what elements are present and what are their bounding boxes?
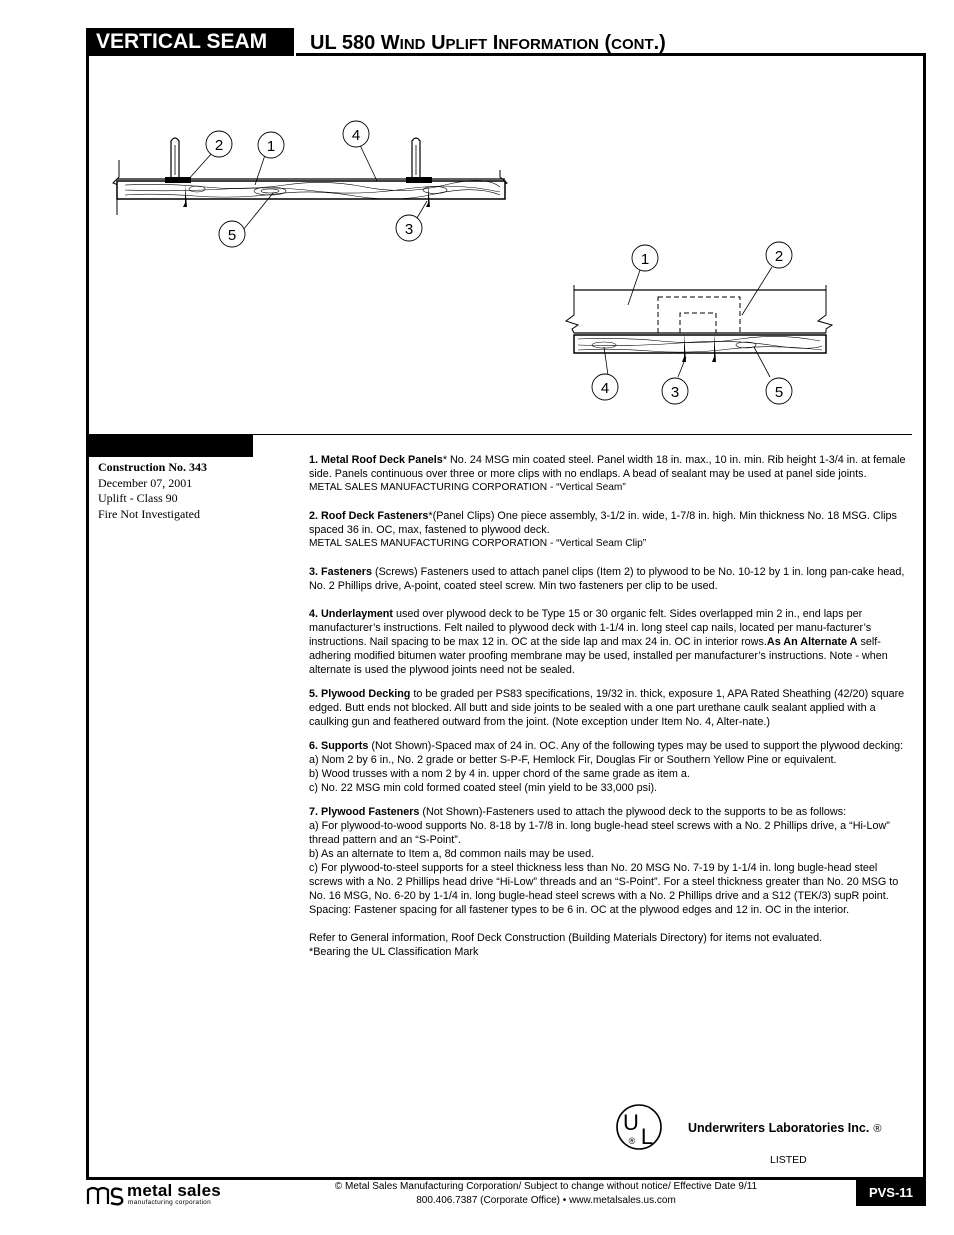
item-5 — [309, 687, 911, 729]
item-2-manufacturer: METAL SALES MANUFACTURING CORPORATION - “Vertical Seam Clip” — [309, 538, 647, 549]
item-5-text: to be graded per PS83 specifications, 19/32 in. thick, exposure 1, APA Rated Sheathing (42/20) square edged. Butt ends not blocked. All butt and side joints to be sealed with a one part urethane caulk sealant applied with a caulking gun and feathered outward from the joint. (Note exception under Item No. 4, Alter-nate.) — [309, 688, 905, 728]
item-4-title: 4. Underlayment — [309, 608, 394, 620]
title-i-rest: NFORMATION — [498, 36, 599, 53]
page-title — [296, 28, 926, 56]
construction-info — [98, 460, 278, 522]
item-7-text: (Not Shown)-Fasteners used to attach the plywood deck to the supports to be as follows: — [419, 806, 847, 818]
svg-text:1: 1 — [266, 138, 276, 155]
item-2-title: 2. Roof Deck Fasteners — [309, 510, 429, 522]
item-7-spacing: Spacing: Fastener spacing for all fastener types to be 6 in. OC at the plywood edges and 12 in. OC in the interior. — [309, 904, 850, 916]
footer-line-2: 800.406.7387 (Corporate Office) • www.metalsales.us.com — [416, 1195, 676, 1206]
ul-name-text: Underwriters Laboratories Inc. — [688, 1121, 870, 1135]
drawing-section-2 — [560, 235, 850, 410]
callout-4 — [343, 121, 369, 147]
svg-text:2: 2 — [214, 137, 224, 154]
title-cont: CONT — [611, 36, 654, 53]
ms-logo-name: metal sales — [127, 1181, 221, 1200]
svg-text:5: 5 — [774, 384, 784, 401]
callout-1 — [258, 132, 284, 158]
metal-sales-logo — [86, 1183, 246, 1207]
construction-date: December 07, 2001 — [98, 475, 193, 490]
item-1-text: * No. 24 MSG min coated steel. Panel width 18 in. max., 10 in. min. Rib height 1-3/4 in. at female side. Panels continuous over three or more clips with no endlaps. A bead of sealant may be used at panel side joints. — [309, 454, 906, 480]
callout-4 — [592, 374, 618, 400]
item-4-text-2: self-adhering modified bitumen water proofing membrane may be used, installed per manufacturer’s instructions. Note - when alternate is used the plywood joints need not be sealed. — [309, 636, 888, 676]
construction-uplift: Uplift - Class 90 — [98, 491, 178, 505]
svg-text:3: 3 — [670, 384, 680, 401]
refer-note: Refer to General information, Roof Deck Construction (Building Materials Directory) for items not evaluated. — [309, 932, 823, 944]
callout-2 — [766, 242, 792, 268]
footer-text — [300, 1180, 792, 1208]
item-1 — [309, 453, 911, 495]
items-list — [309, 453, 911, 959]
item-4-alternate: As An Alternate A — [766, 636, 858, 648]
callout-1 — [632, 245, 658, 271]
item-2 — [309, 509, 911, 551]
title-i: I — [492, 32, 499, 54]
item-4-text: used over plywood deck to be Type 15 or 30 organic felt. Sides overlapped min 2 in., end laps per manufacturer’s instructions. Felt nailed to plywood deck with 1-1/4 in. long steel cap nails, located per manu-facturer’s instructions. Nail spacing to be max 12 in. OC at the side lap and max 24 in. OC in interior rows. — [309, 608, 872, 648]
notes — [309, 931, 911, 959]
svg-text:3: 3 — [404, 221, 414, 238]
callout-3 — [662, 378, 688, 404]
svg-text:®: ® — [628, 1136, 636, 1146]
item-7-b: b) As an alternate to Item a, 8d common nails may be used. — [309, 848, 595, 860]
item-7-a: a) For plywood-to-wood supports No. 8-18 by 1-7/8 in. long bugle-head steel screws with a No. 2 Phillips drive, a “Hi-Low” thread pattern and an “S-Point”. — [309, 820, 890, 846]
title-u-rest: PLIFT — [445, 36, 488, 53]
item-6-c: c) No. 22 MSG min cold formed coated steel (min yield to be 33,000 psi). — [309, 782, 658, 794]
drawing-section-1 — [105, 115, 525, 255]
item-6-title: 6. Supports — [309, 740, 369, 752]
ms-logo-icon — [86, 1184, 126, 1206]
footer-line-1: © Metal Sales Manufacturing Corporation/ Subject to change without notice/ Effective Date 9/11 — [334, 1181, 758, 1192]
title-prefix: UL 580 — [310, 32, 381, 54]
item-6-text: (Not Shown)-Spaced max of 24 in. OC. Any of the following types may be used to support the plywood decking: — [368, 740, 904, 752]
title-w: W — [380, 32, 400, 54]
svg-text:L: L — [640, 1124, 654, 1149]
ul-listed: LISTED — [770, 1154, 807, 1166]
title-cont-open: ( — [604, 32, 612, 54]
svg-text:2: 2 — [774, 248, 784, 265]
svg-text:U: U — [623, 1110, 639, 1135]
ms-logo-sub: manufacturing corporation — [128, 1199, 212, 1206]
item-1-manufacturer: METAL SALES MANUFACTURING CORPORATION - “Vertical Seam” — [309, 482, 626, 493]
item-5-title: 5. Plywood Decking — [309, 688, 411, 700]
ul-name — [688, 1121, 881, 1135]
item-7-c: c) For plywood-to-steel supports for a steel thickness less than No. 20 MSG No. 7-19 by 1-1/4 in. long bugle-head steel screws with a No. 2 Phillips head drive “Hi-Low” threads and an “S-Point”. For a steel thickness greater than No. 20 MSG to No. 16 MSG, No. 6-20 by 1-1/4 in. long bugle-head steel screws with a No. 2 Phillips drive and a S12 (TEK/3) supR point. — [309, 862, 899, 902]
item-6-b: b) Wood trusses with a nom 2 by 4 in. upper chord of the same grade as item a. — [309, 768, 690, 780]
title-w-rest: IND — [399, 36, 426, 53]
bearing-note: *Bearing the UL Classification Mark — [309, 946, 479, 958]
ul-logo-icon — [613, 1102, 673, 1152]
title-u: U — [431, 32, 446, 54]
item-7 — [309, 805, 911, 917]
callout-3 — [396, 215, 422, 241]
construction-fire: Fire Not Investigated — [98, 506, 200, 521]
callout-2 — [206, 131, 232, 157]
item-1-title: 1. Metal Roof Deck Panels — [309, 454, 443, 466]
item-3 — [309, 565, 911, 593]
item-3-text: (Screws) Fasteners used to attach panel clips (Item 2) to plywood to be No. 10-12 by 1 in. long pan-cake head, No. 2 Phillips drive, A-point, coated steel screw. Min two fasteners per clip to be used. — [309, 566, 905, 592]
callout-5 — [219, 221, 245, 247]
svg-text:4: 4 — [351, 127, 361, 144]
ul-reg: ® — [873, 1123, 882, 1135]
svg-text:5: 5 — [227, 227, 237, 244]
series-title: VERTICAL SEAM — [86, 28, 294, 56]
svg-text:4: 4 — [600, 380, 610, 397]
callout-5 — [766, 378, 792, 404]
item-3-title: 3. Fasteners — [309, 566, 373, 578]
item-7-title: 7. Plywood Fasteners — [309, 806, 420, 818]
svg-text:1: 1 — [640, 251, 650, 268]
item-2-text: *(Panel Clips) One piece assembly, 3-1/2 in. wide, 1-7/8 in. high. Min thickness No. 18 MSG. Clips spaced 36 in. OC, max, fastened to plywood deck. — [309, 510, 897, 536]
section-bar — [86, 434, 253, 457]
item-4 — [309, 607, 911, 677]
section-divider — [252, 434, 912, 435]
title-cont-close: .) — [653, 32, 666, 54]
item-6 — [309, 739, 911, 795]
item-6-a: a) Nom 2 by 6 in., No. 2 grade or better S-P-F, Hemlock Fir, Douglas Fir or Southern Yellow Pine or equivalent. — [309, 754, 837, 766]
page-number: PVS-11 — [856, 1180, 926, 1206]
construction-number: Construction No. 343 — [98, 460, 208, 474]
